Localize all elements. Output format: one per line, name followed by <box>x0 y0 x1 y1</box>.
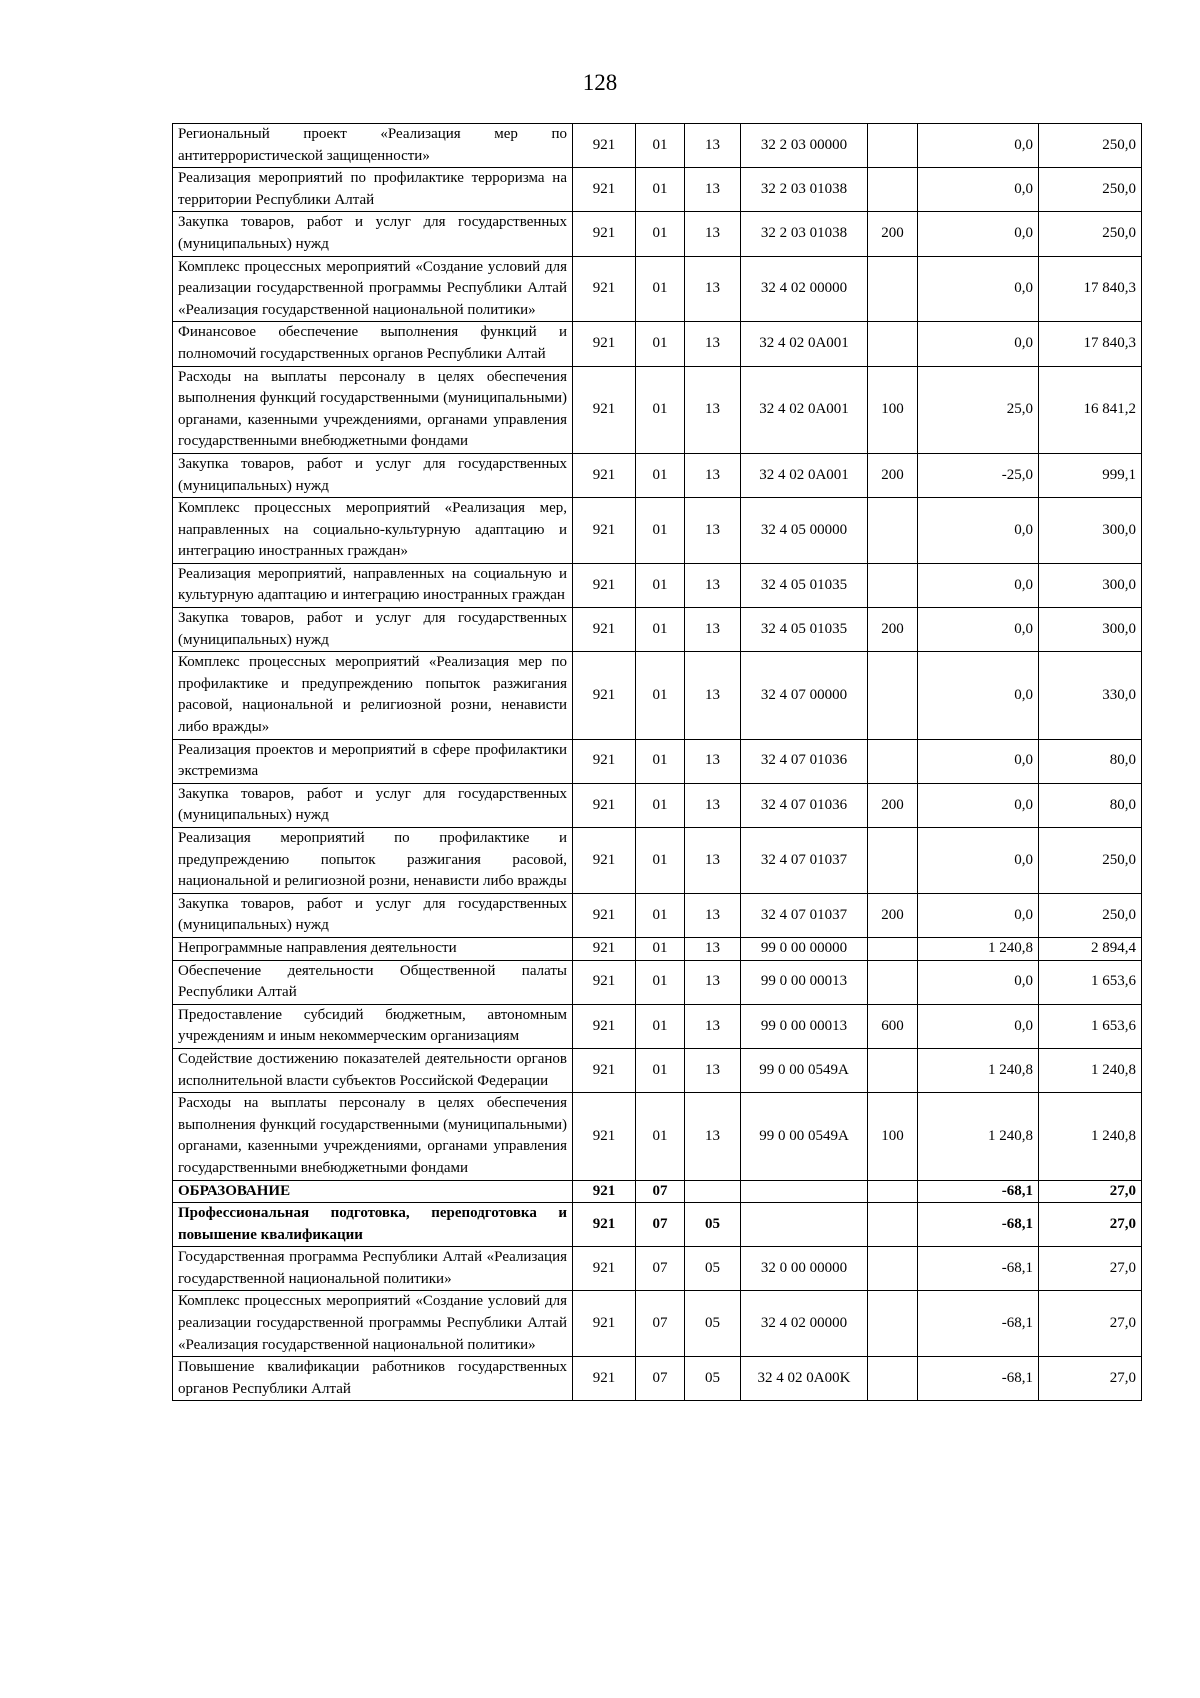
cell-rz: 01 <box>636 212 685 256</box>
cell-pr: 05 <box>685 1203 741 1247</box>
cell-amount-total: 300,0 <box>1039 498 1142 564</box>
cell-name: Профессиональная подготовка, переподготовка и повышение квалификации <box>173 1203 573 1247</box>
cell-pr: 13 <box>685 828 741 894</box>
table-row <box>173 960 1142 1004</box>
cell-pr: 13 <box>685 1093 741 1180</box>
cell-rz: 01 <box>636 960 685 1004</box>
cell-vr <box>868 937 918 960</box>
table-row <box>173 563 1142 607</box>
cell-vr <box>868 498 918 564</box>
cell-vr: 600 <box>868 1004 918 1048</box>
cell-amount-total: 250,0 <box>1039 828 1142 894</box>
cell-amount-total: 1 653,6 <box>1039 960 1142 1004</box>
table-row <box>173 893 1142 937</box>
cell-rz: 01 <box>636 453 685 497</box>
cell-csr: 32 0 00 00000 <box>741 1247 868 1291</box>
cell-pr: 05 <box>685 1291 741 1357</box>
cell-amount-total: 250,0 <box>1039 893 1142 937</box>
cell-pr: 05 <box>685 1247 741 1291</box>
cell-pr: 13 <box>685 563 741 607</box>
cell-amount-total: 2 894,4 <box>1039 937 1142 960</box>
table-row <box>173 1180 1142 1203</box>
cell-pr: 13 <box>685 256 741 322</box>
cell-amount-change: -68,1 <box>918 1180 1039 1203</box>
cell-pr <box>685 1180 741 1203</box>
cell-csr: 32 4 05 01035 <box>741 563 868 607</box>
cell-pr: 13 <box>685 212 741 256</box>
cell-amount-change: 0,0 <box>918 739 1039 783</box>
cell-gr: 921 <box>573 652 636 739</box>
cell-amount-change: 1 240,8 <box>918 1093 1039 1180</box>
cell-vr <box>868 124 918 168</box>
cell-name: Закупка товаров, работ и услуг для государственных (муниципальных) нужд <box>173 608 573 652</box>
table-row <box>173 256 1142 322</box>
cell-vr: 100 <box>868 1093 918 1180</box>
cell-gr: 921 <box>573 563 636 607</box>
cell-name: Региональный проект «Реализация мер по антитеррористической защищенности» <box>173 124 573 168</box>
cell-rz: 01 <box>636 1004 685 1048</box>
table-row <box>173 1203 1142 1247</box>
cell-vr <box>868 652 918 739</box>
cell-vr: 100 <box>868 366 918 453</box>
cell-name: Комплекс процессных мероприятий «Создание условий для реализации государственной программы Республики Алтай «Реализация государственной национальной политики» <box>173 256 573 322</box>
cell-name: Реализация проектов и мероприятий в сфере профилактики экстремизма <box>173 739 573 783</box>
cell-amount-change: 0,0 <box>918 322 1039 366</box>
table-row <box>173 453 1142 497</box>
cell-amount-total: 250,0 <box>1039 168 1142 212</box>
cell-amount-change: 0,0 <box>918 168 1039 212</box>
cell-amount-total: 999,1 <box>1039 453 1142 497</box>
cell-gr: 921 <box>573 1180 636 1203</box>
cell-gr: 921 <box>573 256 636 322</box>
cell-csr: 32 4 02 0A001 <box>741 366 868 453</box>
cell-gr: 921 <box>573 212 636 256</box>
cell-vr <box>868 168 918 212</box>
cell-gr: 921 <box>573 124 636 168</box>
cell-gr: 921 <box>573 783 636 827</box>
cell-pr: 13 <box>685 783 741 827</box>
cell-amount-change: 0,0 <box>918 828 1039 894</box>
cell-csr: 32 4 02 0A001 <box>741 453 868 497</box>
table-row <box>173 168 1142 212</box>
cell-amount-total: 330,0 <box>1039 652 1142 739</box>
cell-pr: 13 <box>685 498 741 564</box>
cell-gr: 921 <box>573 960 636 1004</box>
cell-vr <box>868 739 918 783</box>
table-row <box>173 322 1142 366</box>
cell-name: Расходы на выплаты персоналу в целях обеспечения выполнения функций государственными (муниципальными) органами, казенными учреждениями, органами управления государственными внебюджетными фондами <box>173 1093 573 1180</box>
cell-pr: 13 <box>685 739 741 783</box>
cell-gr: 921 <box>573 893 636 937</box>
cell-gr: 921 <box>573 498 636 564</box>
cell-name: Комплекс процессных мероприятий «Создание условий для реализации государственной программы Республики Алтай «Реализация государственной национальной политики» <box>173 1291 573 1357</box>
cell-amount-change: -25,0 <box>918 453 1039 497</box>
cell-csr: 32 4 02 0A001 <box>741 322 868 366</box>
cell-rz: 01 <box>636 124 685 168</box>
cell-csr: 99 0 00 00013 <box>741 1004 868 1048</box>
cell-amount-total: 27,0 <box>1039 1291 1142 1357</box>
cell-csr: 32 2 03 01038 <box>741 212 868 256</box>
cell-gr: 921 <box>573 168 636 212</box>
cell-pr: 13 <box>685 652 741 739</box>
cell-rz: 01 <box>636 366 685 453</box>
cell-amount-total: 80,0 <box>1039 783 1142 827</box>
cell-gr: 921 <box>573 1357 636 1401</box>
cell-gr: 921 <box>573 937 636 960</box>
cell-amount-change: -68,1 <box>918 1357 1039 1401</box>
cell-pr: 13 <box>685 1004 741 1048</box>
table-row <box>173 828 1142 894</box>
cell-pr: 13 <box>685 1048 741 1092</box>
cell-rz: 01 <box>636 893 685 937</box>
cell-amount-total: 1 240,8 <box>1039 1093 1142 1180</box>
cell-pr: 13 <box>685 608 741 652</box>
table-row <box>173 783 1142 827</box>
table-row <box>173 1357 1142 1401</box>
cell-csr: 32 4 07 01037 <box>741 893 868 937</box>
cell-amount-change: 0,0 <box>918 608 1039 652</box>
cell-vr <box>868 1048 918 1092</box>
cell-pr: 13 <box>685 960 741 1004</box>
table-row <box>173 652 1142 739</box>
cell-pr: 13 <box>685 937 741 960</box>
cell-rz: 01 <box>636 1093 685 1180</box>
cell-name: Содействие достижению показателей деятельности органов исполнительной власти субъектов Российской Федерации <box>173 1048 573 1092</box>
table-row <box>173 1004 1142 1048</box>
cell-csr: 32 4 07 00000 <box>741 652 868 739</box>
cell-name: Реализация мероприятий по профилактике и предупреждению попыток разжигания расовой, национальной и религиозной розни, ненависти либо вражды <box>173 828 573 894</box>
cell-name: Комплекс процессных мероприятий «Реализация мер по профилактике и предупреждению попыток разжигания расовой, национальной и религиозной розни, ненависти либо вражды» <box>173 652 573 739</box>
cell-csr: 99 0 00 00013 <box>741 960 868 1004</box>
cell-rz: 07 <box>636 1291 685 1357</box>
cell-vr: 200 <box>868 453 918 497</box>
cell-rz: 01 <box>636 322 685 366</box>
cell-amount-change: 0,0 <box>918 212 1039 256</box>
cell-vr: 200 <box>868 212 918 256</box>
cell-amount-change: 0,0 <box>918 498 1039 564</box>
cell-gr: 921 <box>573 322 636 366</box>
cell-gr: 921 <box>573 453 636 497</box>
cell-name: Реализация мероприятий, направленных на социальную и культурную адаптацию и интеграцию иностранных граждан <box>173 563 573 607</box>
table-row <box>173 366 1142 453</box>
cell-rz: 07 <box>636 1180 685 1203</box>
cell-csr: 32 4 07 01036 <box>741 783 868 827</box>
cell-vr <box>868 1180 918 1203</box>
cell-amount-change: 0,0 <box>918 124 1039 168</box>
budget-table <box>172 123 1142 1401</box>
table-row <box>173 498 1142 564</box>
table-row <box>173 124 1142 168</box>
cell-name: ОБРАЗОВАНИЕ <box>173 1180 573 1203</box>
table-row <box>173 1093 1142 1180</box>
cell-rz: 07 <box>636 1357 685 1401</box>
cell-name: Непрограммные направления деятельности <box>173 937 573 960</box>
cell-rz: 01 <box>636 168 685 212</box>
cell-name: Предоставление субсидий бюджетным, автономным учреждениям и иным некоммерческим организациям <box>173 1004 573 1048</box>
cell-amount-total: 250,0 <box>1039 212 1142 256</box>
cell-amount-total: 1 240,8 <box>1039 1048 1142 1092</box>
cell-csr: 32 4 02 00000 <box>741 256 868 322</box>
cell-amount-total: 300,0 <box>1039 608 1142 652</box>
cell-gr: 921 <box>573 366 636 453</box>
cell-amount-change: 1 240,8 <box>918 1048 1039 1092</box>
cell-pr: 13 <box>685 893 741 937</box>
cell-vr <box>868 1247 918 1291</box>
cell-name: Закупка товаров, работ и услуг для государственных (муниципальных) нужд <box>173 453 573 497</box>
cell-amount-total: 27,0 <box>1039 1180 1142 1203</box>
cell-csr: 32 4 07 01036 <box>741 739 868 783</box>
cell-rz: 07 <box>636 1203 685 1247</box>
cell-name: Закупка товаров, работ и услуг для государственных (муниципальных) нужд <box>173 212 573 256</box>
cell-amount-total: 300,0 <box>1039 563 1142 607</box>
table-row <box>173 937 1142 960</box>
cell-gr: 921 <box>573 1004 636 1048</box>
cell-name: Обеспечение деятельности Общественной палаты Республики Алтай <box>173 960 573 1004</box>
cell-amount-total: 17 840,3 <box>1039 322 1142 366</box>
cell-gr: 921 <box>573 1203 636 1247</box>
table-row <box>173 739 1142 783</box>
cell-vr <box>868 828 918 894</box>
cell-csr: 32 2 03 00000 <box>741 124 868 168</box>
cell-pr: 05 <box>685 1357 741 1401</box>
cell-csr <box>741 1180 868 1203</box>
cell-name: Реализация мероприятий по профилактике терроризма на территории Республики Алтай <box>173 168 573 212</box>
cell-gr: 921 <box>573 739 636 783</box>
cell-vr: 200 <box>868 783 918 827</box>
cell-amount-change: -68,1 <box>918 1203 1039 1247</box>
cell-amount-total: 16 841,2 <box>1039 366 1142 453</box>
cell-rz: 01 <box>636 739 685 783</box>
cell-gr: 921 <box>573 1247 636 1291</box>
cell-rz: 01 <box>636 828 685 894</box>
cell-amount-change: 25,0 <box>918 366 1039 453</box>
table-row <box>173 608 1142 652</box>
cell-rz: 01 <box>636 256 685 322</box>
cell-amount-change: 0,0 <box>918 256 1039 322</box>
cell-gr: 921 <box>573 1093 636 1180</box>
cell-vr: 200 <box>868 893 918 937</box>
cell-amount-change: 0,0 <box>918 893 1039 937</box>
cell-vr <box>868 1203 918 1247</box>
cell-vr <box>868 960 918 1004</box>
cell-name: Финансовое обеспечение выполнения функций и полномочий государственных органов Республики Алтай <box>173 322 573 366</box>
cell-csr: 99 0 00 0549A <box>741 1048 868 1092</box>
cell-rz: 01 <box>636 608 685 652</box>
cell-amount-total: 27,0 <box>1039 1203 1142 1247</box>
cell-csr: 32 4 07 01037 <box>741 828 868 894</box>
cell-name: Комплекс процессных мероприятий «Реализация мер, направленных на социально-культурную адаптацию и интеграцию иностранных граждан» <box>173 498 573 564</box>
cell-csr: 32 4 02 00000 <box>741 1291 868 1357</box>
cell-amount-change: 0,0 <box>918 783 1039 827</box>
cell-vr <box>868 322 918 366</box>
cell-vr <box>868 563 918 607</box>
cell-csr: 99 0 00 0549A <box>741 1093 868 1180</box>
cell-pr: 13 <box>685 124 741 168</box>
cell-csr: 32 4 02 0A00K <box>741 1357 868 1401</box>
cell-amount-change: 1 240,8 <box>918 937 1039 960</box>
cell-amount-total: 17 840,3 <box>1039 256 1142 322</box>
cell-csr: 32 4 05 01035 <box>741 608 868 652</box>
cell-vr: 200 <box>868 608 918 652</box>
cell-amount-change: -68,1 <box>918 1291 1039 1357</box>
cell-name: Расходы на выплаты персоналу в целях обеспечения выполнения функций государственными (муниципальными) органами, казенными учреждениями, органами управления государственными внебюджетными фондами <box>173 366 573 453</box>
cell-vr <box>868 1357 918 1401</box>
cell-pr: 13 <box>685 366 741 453</box>
cell-amount-change: 0,0 <box>918 563 1039 607</box>
cell-gr: 921 <box>573 608 636 652</box>
cell-amount-change: 0,0 <box>918 652 1039 739</box>
cell-amount-total: 80,0 <box>1039 739 1142 783</box>
cell-csr: 32 4 05 00000 <box>741 498 868 564</box>
cell-pr: 13 <box>685 322 741 366</box>
cell-rz: 01 <box>636 1048 685 1092</box>
cell-amount-change: 0,0 <box>918 1004 1039 1048</box>
cell-gr: 921 <box>573 1291 636 1357</box>
cell-rz: 01 <box>636 652 685 739</box>
cell-rz: 01 <box>636 783 685 827</box>
table-row <box>173 212 1142 256</box>
cell-rz: 01 <box>636 937 685 960</box>
cell-amount-total: 250,0 <box>1039 124 1142 168</box>
cell-amount-total: 27,0 <box>1039 1247 1142 1291</box>
cell-amount-change: 0,0 <box>918 960 1039 1004</box>
cell-rz: 01 <box>636 498 685 564</box>
cell-gr: 921 <box>573 1048 636 1092</box>
cell-vr <box>868 256 918 322</box>
cell-name: Государственная программа Республики Алтай «Реализация государственной национальной политики» <box>173 1247 573 1291</box>
cell-csr: 99 0 00 00000 <box>741 937 868 960</box>
cell-csr: 32 2 03 01038 <box>741 168 868 212</box>
cell-pr: 13 <box>685 453 741 497</box>
cell-name: Повышение квалификации работников государственных органов Республики Алтай <box>173 1357 573 1401</box>
cell-amount-total: 27,0 <box>1039 1357 1142 1401</box>
cell-pr: 13 <box>685 168 741 212</box>
cell-rz: 07 <box>636 1247 685 1291</box>
table-row <box>173 1048 1142 1092</box>
cell-name: Закупка товаров, работ и услуг для государственных (муниципальных) нужд <box>173 893 573 937</box>
cell-name: Закупка товаров, работ и услуг для государственных (муниципальных) нужд <box>173 783 573 827</box>
table-row <box>173 1247 1142 1291</box>
cell-gr: 921 <box>573 828 636 894</box>
page-number: 128 <box>582 70 618 95</box>
cell-amount-change: -68,1 <box>918 1247 1039 1291</box>
cell-rz: 01 <box>636 563 685 607</box>
cell-amount-total: 1 653,6 <box>1039 1004 1142 1048</box>
cell-csr <box>741 1203 868 1247</box>
table-row <box>173 1291 1142 1357</box>
table-body <box>173 124 1142 1401</box>
cell-vr <box>868 1291 918 1357</box>
